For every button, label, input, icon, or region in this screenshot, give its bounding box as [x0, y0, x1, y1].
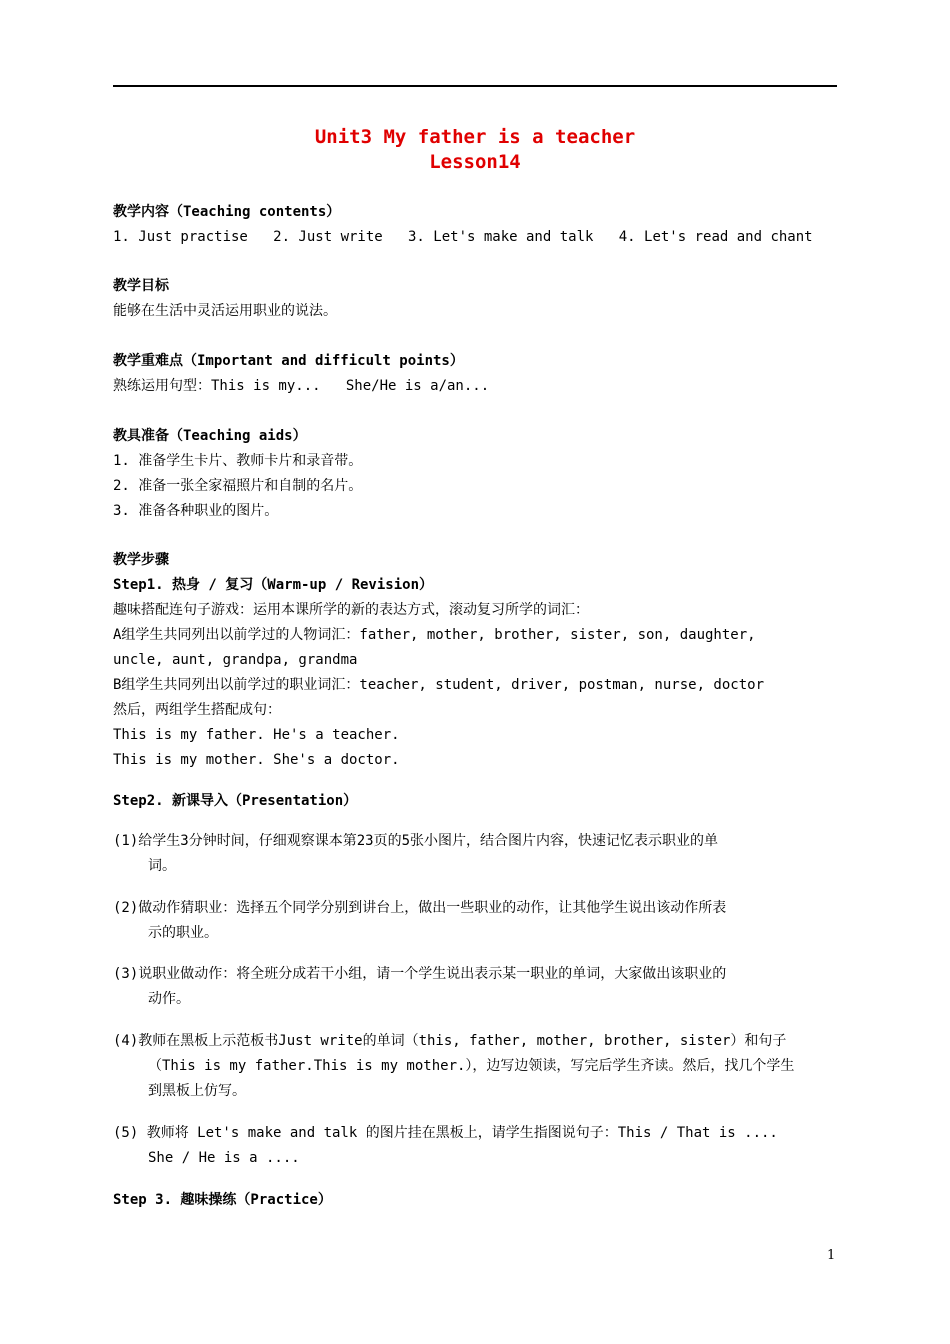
step1-line: 趣味搭配连句子游戏：运用本课所学的新的表达方式，滚动复习所学的词汇： [113, 602, 589, 618]
step2-item-line: (3)说职业做动作：将全班分成若干小组，请一个学生说出表示某一职业的单词，大家做出该职业的 [113, 966, 727, 982]
step2-item-line: 词。 [148, 858, 176, 874]
goal-heading: 教学目标 [113, 278, 169, 294]
header-rule [113, 85, 837, 87]
key-heading: 教学重难点（Important and difficult points） [113, 353, 464, 369]
goal-line: 能够在生活中灵活运用职业的说法。 [113, 303, 337, 319]
step2-item [113, 896, 841, 946]
step2-item-line: 到黑板上仿写。 [148, 1083, 246, 1099]
step1-line: This is my father. He's a teacher. [113, 727, 400, 743]
step1-line: 然后，两组学生搭配成句： [113, 702, 281, 718]
page-number: 1 [827, 1248, 836, 1263]
aids-item: 3. 准备各种职业的图片。 [113, 503, 279, 519]
step2-item-line: (2)做动作猜职业：选择五个同学分别到讲台上，做出一些职业的动作，让其他学生说出该动作所表 [113, 900, 727, 916]
content-heading: 教学内容（Teaching contents） [113, 204, 341, 220]
aids-item: 1. 准备学生卡片、教师卡片和录音带。 [113, 453, 363, 469]
aids-heading: 教具准备（Teaching aids） [113, 428, 307, 444]
step2-item [113, 1029, 841, 1104]
step1-line: B组学生共同列出以前学过的职业词汇：teacher, student, driver, postman, nurse, doctor [113, 677, 765, 693]
step2-item-line: She / He is a .... [148, 1150, 300, 1166]
document-title: Unit3 My father is a teacher [314, 126, 636, 148]
step2-heading: Step2. 新课导入（Presentation） [113, 793, 358, 809]
document-subtitle: Lesson14 [429, 151, 521, 173]
step2-item-line: (5) 教师将 Let's make and talk 的图片挂在黑板上，请学生指图说句子：This / That is .... [113, 1125, 778, 1141]
key-line: 熟练运用句型：This is my... She/He is a/an... [113, 378, 490, 394]
aids-item: 2. 准备一张全家福照片和自制的名片。 [113, 478, 363, 494]
step2-item-line: (1)给学生3分钟时间，仔细观察课本第23页的5张小图片，结合图片内容，快速记忆表示职业的单 [113, 833, 718, 849]
step1-line: This is my mother. She's a doctor. [113, 752, 400, 768]
step1-line: uncle, aunt, grandpa, grandma [113, 652, 358, 668]
step2-item-line: 示的职业。 [148, 925, 218, 941]
step2-item [113, 962, 841, 1012]
step2-item-line: 动作。 [148, 991, 190, 1007]
step2-item-line: （This is my father.This is my mother.），边写边领读，写完后学生齐读。然后，找几个学生 [148, 1058, 795, 1074]
step1-heading: Step1. 热身 / 复习（Warm-up / Revision） [113, 577, 434, 593]
content-line: 1. Just practise 2. Just write 3. Let's make and talk 4. Let's read and chant [113, 229, 813, 245]
step2-item [113, 829, 841, 879]
steps-heading: 教学步骤 [113, 552, 169, 568]
step3-heading: Step 3. 趣味操练（Practice） [113, 1192, 332, 1208]
step1-line: A组学生共同列出以前学过的人物词汇：father, mother, brother, sister, son, daughter, [113, 627, 756, 643]
step2-item [113, 1121, 841, 1171]
step2-item-line: (4)教师在黑板上示范板书Just write的单词（this, father, mother, brother, sister）和句子 [113, 1033, 787, 1049]
